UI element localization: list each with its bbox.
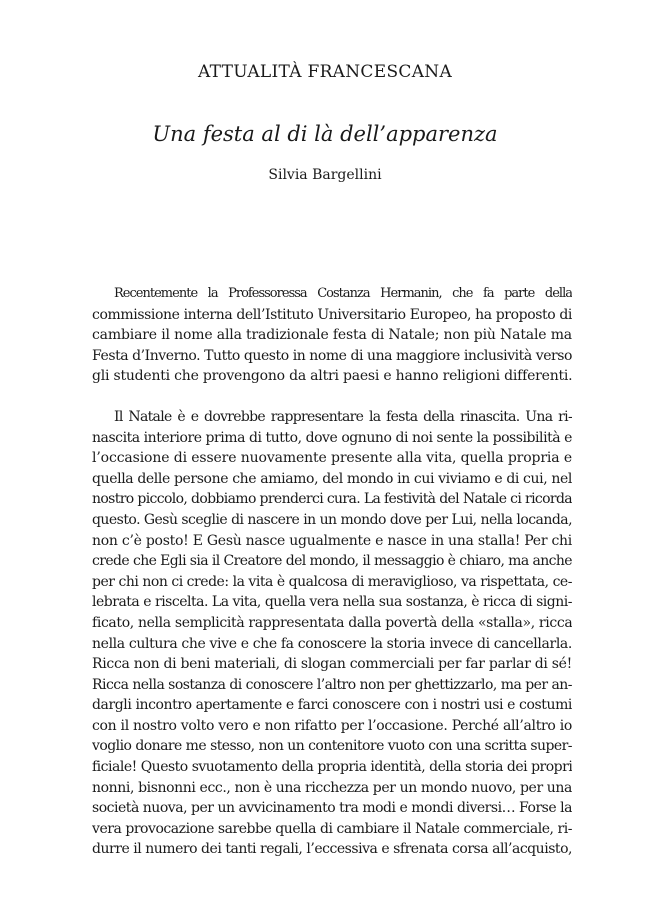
text-line: società nuova, per un avvicinamento tra modi e mondi diversi… Forse la (92, 800, 572, 817)
article-body (92, 284, 572, 860)
text-line: gli studenti che provengono da altri paesi e hanno religioni differenti. (92, 368, 572, 385)
text-line: nella cultura che vive e che fa conoscere la storia invece di cancellarla. (92, 635, 572, 652)
text-line: vera provocazione sarebbe quella di cambiare il Natale commerciale, ri- (92, 820, 572, 837)
text-line: non c’è posto! E Gesù nasce ugualmente e nasce in una stalla! Per chi (92, 532, 572, 549)
text-line: Ricca nella sostanza di conoscere l’altro non per ghettizzarlo, ma per an- (92, 676, 572, 693)
text-line: Il Natale è e dovrebbe rappresentare la festa della rinascita. Una ri- (114, 408, 572, 425)
text-line: nonni, bisnonni ecc., non è una ricchezza per un mondo nuovo, per una (92, 779, 572, 796)
text-line: nascita interiore prima di tutto, dove ognuno di noi sente la possibilità e (92, 429, 572, 446)
text-line: Recentemente la Professoressa Costanza Hermanin, che fa parte della (114, 286, 572, 301)
text-line: Festa d’Inverno. Tutto questo in nome di una maggiore inclusività verso (92, 347, 572, 364)
text-line: durre il numero dei tanti regali, l’eccessiva e sfrenata corsa all’acquisto, (92, 841, 572, 858)
text-line: con il nostro volto vero e non rifatto per l’occasione. Perché all’altro io (92, 717, 572, 734)
text-line: Ricca non di beni materiali, di slogan commerciali per far parlar di sé! (92, 656, 572, 673)
paragraph-spacer (92, 387, 572, 407)
text-line: crede che Egli sia il Creatore del mondo, il messaggio è chiaro, ma anche (92, 553, 572, 570)
article-title: Una festa al di là dell’apparenza (152, 122, 498, 146)
paragraph-2 (92, 407, 572, 860)
author-name: Silvia Bargellini (268, 167, 382, 183)
paragraph-1 (92, 284, 572, 387)
section-heading: ATTUALITÀ FRANCESCANA (197, 62, 453, 82)
text-line: cambiare il nome alla tradizionale festa di Natale; non più Natale ma (92, 327, 572, 344)
text-line: ficato, nella semplicità rappresentata dalla povertà della «stalla», ricca (92, 614, 572, 631)
text-line: lebrata e riscelta. La vita, quella vera nella sua sostanza, è ricca di signi- (92, 594, 572, 611)
text-line: commissione interna dell’Istituto Universitario Europeo, ha proposto di (92, 306, 572, 323)
text-line: per chi non ci crede: la vita è qualcosa di meraviglioso, va rispettata, ce- (92, 573, 572, 590)
text-line: quella delle persone che amiamo, del mondo in cui viviamo e di cui, nel (92, 470, 572, 487)
text-line: dargli incontro apertamente e farci conoscere con i nostri usi e costumi (92, 697, 572, 714)
text-line: voglio donare me stesso, non un contenitore vuoto con una scritta super- (92, 738, 572, 755)
text-line: ficiale! Questo svuotamento della propria identità, della storia dei propri (92, 759, 572, 776)
text-line: questo. Gesù sceglie di nascere in un mondo dove per Lui, nella locanda, (92, 511, 572, 528)
text-line: l’occasione di essere nuovamente presente alla vita, quella propria e (92, 450, 572, 467)
text-line: nostro piccolo, dobbiamo prenderci cura. La festività del Natale ci ricorda (92, 491, 572, 508)
